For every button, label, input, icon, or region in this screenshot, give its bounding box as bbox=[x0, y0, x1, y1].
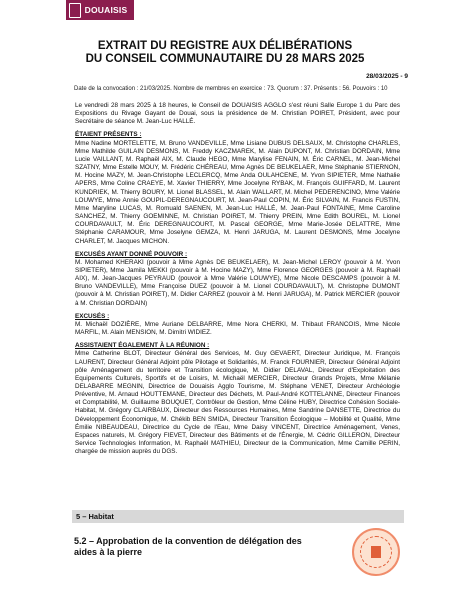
pouvoirs-list: M. Mohamed KHERAKI (pouvoir à Mme Agnès DE BEUKELAER), M. Jean-Michel LEROY (pouvoir à M. Yvon SIPIETER), Mme Jamila MEKKI (pouvoir à M. Hocine MAZY), Mme Florence GEORGES (pouvoir à M. Raphaël AIX), M. Jean-Jacques PEYRAUD (pouvoir à Mme Valérie LOUWYE), Mme Nicole DESCAMPS (pouvoir à M. Bruno VANDEVILLE), Mme Françoise DUEZ (pouvoir à M. Lionel COURDAVAULT), M. Christophe DUMONT (pouvoir à M. Christian POIRET), M. Didier CARREZ (pouvoir à M. Henri JARUGA), M. Patrick MERCIER (pouvoir à M. Christian DORDAIN) bbox=[75, 258, 400, 307]
stamp-ring bbox=[360, 536, 392, 568]
pouvoirs-heading: EXCUSÉS AYANT DONNÉ POUVOIR : bbox=[75, 250, 188, 258]
document-title-line1: EXTRAIT DU REGISTRE AUX DÉLIBÉRATIONS bbox=[97, 40, 353, 52]
presents-list: Mme Nadine MORTELETTE, M. Bruno VANDEVILLE, Mme Lisiane DUBUS DELSAUX, M. Christophe CHARLES, Mme Mathilde GUILAIN DESMONS, M. Freddy KACZMAREK, M. Alain DUPONT, M. Christian DORDAIN, Mme Lucie VAILLANT, M. Raphaël AIX, M. Claude HEGO, Mme Marylise FENAIN, M. Éric CARNEL, M. Jean-Michel SZATNY, Mme Estelle MOUY, M. Frédéric CHÉREAU, Mme Agnès DE BEUKELAER, Mme Stéphanie STIERNON, M. Hocine MAZY, M. Jean-Christophe LECLERCQ, Mme Anda OULAHCENE, M. Yvon SIPIETER, Mme Nathalie APERS, Mme Coline CRAEYE, M. Xavier THIERRY, Mme Jocelyne RYBAK, M. François GUIFFARD, M. Laurent KUNDRIEK, M. Thierry BOURY, M. Lionel BLASSEL, M. Alain WALLART, M. Michel PEDERENCINO, Mme Valérie LOUWYE, Mme Annie GOUPIL-DEREGNAUCOURT, M. Jean-Paul COPIN, M. Éric SILVAIN, M. Francis FUSTIN, Mme Maryline LUCAS, M. Romuald SAENEN, M. Jean-Luc HALLÉ, M. Jean-Paul FONTAINE, Mme Caroline SANCHEZ, M. Thierry GOEMINNE, M. Christian POIRET, M. Thierry PREIN, Mme Edith BOUREL, M. Lionel COURDAVAULT, M. Éric DEREGNAUCOURT, M. Pascal GEORGE, Mme Marie-Josée DELATTRE, Mme Stéphanie CARAMOUR, Mme Joselyne GEMZA, M. Henri JARUGA, M. Laurent DESMONS, Mme Jocelyne CHARLET, M. Jacques MICHON. bbox=[75, 139, 400, 245]
assistaient-heading: ASSISTAIENT ÉGALEMENT À LA RÉUNION : bbox=[75, 342, 210, 350]
stamp-icon bbox=[352, 528, 400, 576]
excuses-heading: EXCUSÉS : bbox=[75, 312, 110, 320]
excuses-list: M. Michaël DOZIÈRE, Mme Auriane DELBARRE, Mme Nora CHERKI, M. Thibaut FRANCOIS, Mme Nicole MARFIL, M. Alain MENSION, M. Dimitri WIDIEZ. bbox=[75, 320, 400, 337]
logo-mark-icon bbox=[69, 3, 81, 18]
convocation-line: Date de la convocation : 21/03/2025. Nombre de membres en exercice : 73. Quorum : 37. Présents : 56. Pouvoirs : 10 bbox=[74, 86, 388, 92]
section-heading: 5 – Habitat bbox=[72, 510, 404, 523]
stamp-mark-icon bbox=[371, 546, 381, 558]
presents-heading: ÉTAIENT PRÉSENTS : bbox=[75, 131, 142, 139]
assistaient-list: Mme Catherine BLOT, Directeur Général des Services, M. Guy GEVAERT, Directeur Juridique, M. François LAURENT, Directeur Général Adjoint pôle Pilotage et Solidarités, M. Franck FOURNIER, Directeur Général Adjoint pôle Aménagement du territoire et Transition écologique, M. Didier DELAVAL, Directeur d'Exploitation des Equipements Culturels, Sportifs et de Loisirs, M. Michaël MERCIER, Directeur Grands Projets, Mme Mélanie DELABARRE MEGNIN, Directrice de Douaisis Agglo Tourisme, M. Stéphane VENET, Directeur Archéologie Préventive, M. Arnaud HOUTTEMANE, Directeur des Déchets, M. Paul-André KOTTELANNE, Directeur Finances et Comptabilité, M. Guillaume BOUQUET, Contrôleur de Gestion, Mme Céline HUBY, Directrice Cohésion Sociale-Habitat, M. Grégory CLAIRBAUX, Directeur des Ressources Humaines, Mme Sandrine DANSETTE, Directrice du Développement Économique, M. Chékib BEN SMIDA, Directeur Transition Écologique – Mobilité et Qualité, Mme Émilie NIBEAUDEAU, Directrice du Cycle de l'Eau, Mme Daisy VINCENT, Directrice Aménagement, Venes, Espaces naturels, M. Grégory FIEVET, Directeur des Bâtiments et de l'Énergie, M. Cédric GILLERON, Directeur Service Technologies Information, M. Raphaël MATHIEU, Directeur de la Communication, Mme Camille PERIN, chargée de mission auprès du DGS. bbox=[75, 350, 400, 456]
document-body bbox=[75, 102, 400, 461]
document-title-line2: DU CONSEIL COMMUNAUTAIRE DU 28 MARS 2025 bbox=[85, 53, 365, 65]
subsection-title: 5.2 – Approbation de la convention de délégation des aides à la pierre bbox=[74, 536, 302, 557]
logo-text: DOUAISIS bbox=[84, 5, 128, 15]
intro-paragraph: Le vendredi 28 mars 2025 à 18 heures, le Conseil de DOUAISIS AGGLO s'est réuni Salle Europe 1 du Parc des Expositions du Rivage Gayant de Douai, sous la présidence de M. Christian POIRET, Président, avec pour Secrétaire de séance M. Jean-Luc HALLÉ. bbox=[75, 102, 400, 126]
deliberation-reference: 28/03/2025 - 9 bbox=[366, 73, 408, 80]
douaisis-agglo-logo bbox=[66, 0, 134, 20]
